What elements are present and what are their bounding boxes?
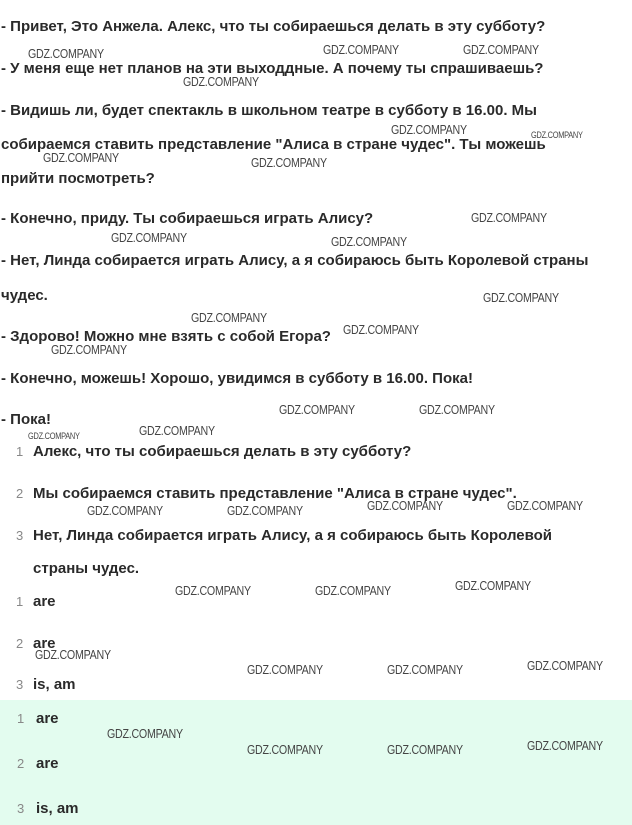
watermark: GDZ.COMPANY: [331, 234, 407, 249]
watermark: GDZ.COMPANY: [483, 290, 559, 305]
dialogue-line: - Видишь ли, будет спектакль в школьном театре в субботу в 16.00. Мы: [1, 102, 537, 119]
watermark: GDZ.COMPANY: [87, 503, 163, 518]
dialogue-line: - Конечно, можешь! Хорошо, увидимся в субботу в 16.00. Пока!: [1, 370, 473, 387]
dialogue-line: - Привет, Это Анжела. Алекс, что ты собираешься делать в эту субботу?: [1, 18, 546, 35]
watermark: GDZ.COMPANY: [471, 210, 547, 225]
highlighted-answer-block: [0, 700, 632, 825]
dialogue-line: - Нет, Линда собирается играть Алису, а я собираюсь быть Королевой страны: [1, 252, 589, 269]
answer-text: are: [33, 593, 56, 610]
dialogue-line: - Конечно, приду. Ты собираешься играть Алису?: [1, 210, 374, 227]
answer-text: is, am: [36, 800, 79, 817]
watermark: GDZ.COMPANY: [419, 402, 495, 417]
answer-number: 2: [16, 486, 24, 501]
answer-number: 3: [17, 801, 25, 816]
watermark: GDZ.COMPANY: [191, 310, 267, 325]
watermark: GDZ.COMPANY: [279, 402, 355, 417]
answer-number: 1: [16, 594, 24, 609]
answer-text: Алекс, что ты собираешься делать в эту субботу?: [33, 443, 412, 460]
answer-number: 1: [17, 711, 25, 726]
answer-number: 3: [16, 528, 24, 543]
watermark: GDZ.COMPANY: [391, 122, 467, 137]
answer-text: страны чудес.: [33, 560, 140, 577]
watermark: GDZ.COMPANY: [527, 738, 603, 753]
watermark: GDZ.COMPANY: [28, 46, 104, 61]
dialogue-line: - Пока!: [1, 411, 51, 428]
watermark: GDZ.COMPANY: [175, 583, 251, 598]
answer-text: are: [36, 755, 59, 772]
answer-number: 2: [17, 756, 25, 771]
watermark: GDZ.COMPANY: [247, 742, 323, 757]
watermark: GDZ.COMPANY: [111, 230, 187, 245]
watermark: GDZ.COMPANY: [531, 130, 583, 140]
watermark: GDZ.COMPANY: [107, 726, 183, 741]
watermark: GDZ.COMPANY: [315, 583, 391, 598]
watermark: GDZ.COMPANY: [35, 647, 111, 662]
answer-text: are: [33, 635, 56, 652]
watermark: GDZ.COMPANY: [251, 155, 327, 170]
watermark: GDZ.COMPANY: [507, 498, 583, 513]
answer-text: Нет, Линда собирается играть Алису, а я собираюсь быть Королевой: [33, 527, 553, 544]
watermark: GDZ.COMPANY: [247, 662, 323, 677]
watermark: GDZ.COMPANY: [527, 658, 603, 673]
watermark: GDZ.COMPANY: [455, 578, 531, 593]
dialogue-line: прийти посмотреть?: [1, 170, 155, 187]
dialogue-line: - У меня еще нет планов на эти выходдные. А почему ты спрашиваешь?: [1, 60, 544, 77]
answer-text: Мы собираемся ставить представление "Алиса в стране чудес".: [33, 485, 517, 502]
watermark: GDZ.COMPANY: [367, 498, 443, 513]
dialogue-line: собираемся ставить представление "Алиса в стране чудес". Ты можешь: [1, 136, 546, 153]
watermark: GDZ.COMPANY: [28, 431, 80, 441]
answer-text: are: [36, 710, 59, 727]
watermark: GDZ.COMPANY: [43, 150, 119, 165]
answer-number: 2: [16, 636, 24, 651]
watermark: GDZ.COMPANY: [323, 42, 399, 57]
watermark: GDZ.COMPANY: [387, 662, 463, 677]
answer-text: is, am: [33, 676, 76, 693]
watermark: GDZ.COMPANY: [51, 342, 127, 357]
watermark: GDZ.COMPANY: [183, 74, 259, 89]
answer-number: 1: [16, 444, 24, 459]
watermark: GDZ.COMPANY: [387, 742, 463, 757]
dialogue-line: - Здорово! Можно мне взять с собой Егора?: [1, 328, 331, 345]
dialogue-line: чудес.: [1, 287, 48, 304]
answer-number: 3: [16, 677, 24, 692]
watermark: GDZ.COMPANY: [463, 42, 539, 57]
watermark: GDZ.COMPANY: [343, 322, 419, 337]
watermark: GDZ.COMPANY: [139, 423, 215, 438]
watermark: GDZ.COMPANY: [227, 503, 303, 518]
